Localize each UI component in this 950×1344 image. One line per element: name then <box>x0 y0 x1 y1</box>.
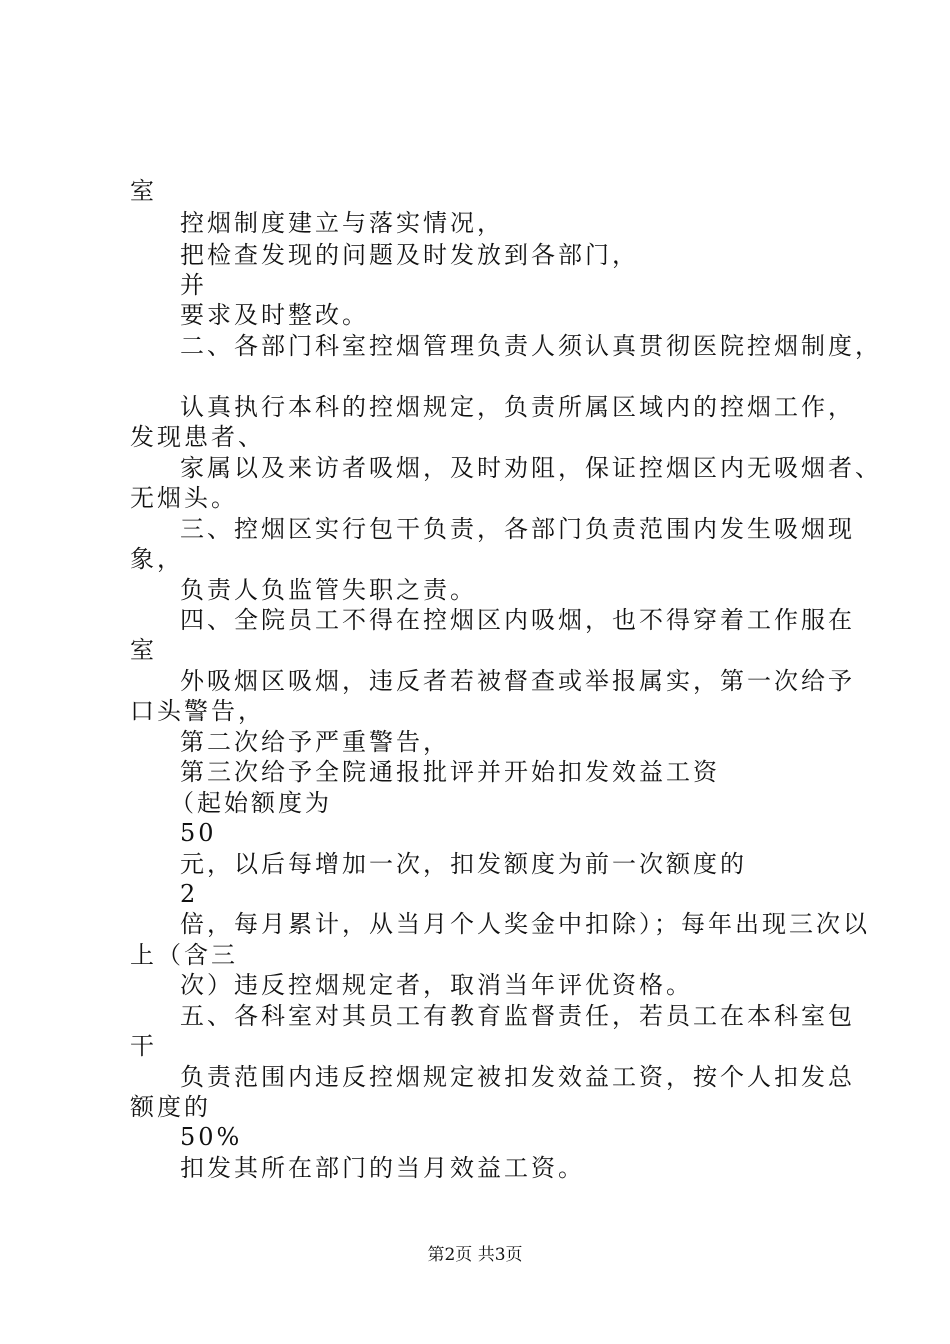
text-line: 第三次给予全院通报批评并开始扣发效益工资 <box>180 758 720 786</box>
text-line: 上（含三 <box>130 941 238 969</box>
text-line: 要求及时整改。 <box>180 301 369 329</box>
page-number: 第2页 共3页 <box>427 1245 523 1265</box>
text-line: 口头警告， <box>130 697 265 725</box>
text-line: 把检查发现的问题及时发放到各部门， <box>180 241 639 269</box>
text-line: 50 <box>180 819 217 847</box>
text-line: 二、各部门科室控烟管理负责人须认真贯彻医院控烟制度， <box>180 332 882 360</box>
text-line: （起始额度为 <box>170 789 332 817</box>
page-footer <box>0 1244 950 1266</box>
text-line: 五、各科室对其员工有教育监督责任，若员工在本科室包 <box>180 1002 855 1030</box>
text-line: 室 <box>130 636 157 664</box>
text-line: 次）违反控烟规定者，取消当年评优资格。 <box>180 971 693 999</box>
text-line: 扣发其所在部门的当月效益工资。 <box>180 1154 585 1182</box>
text-line: 负责人负监管失职之责。 <box>180 576 477 604</box>
text-line: 外吸烟区吸烟，违反者若被督查或举报属实，第一次给予 <box>180 667 855 695</box>
text-line: 控烟制度建立与落实情况， <box>180 209 504 237</box>
text-line: 第二次给予严重警告， <box>180 728 450 756</box>
text-line: 无烟头。 <box>130 484 238 512</box>
text-line: 三、控烟区实行包干负责，各部门负责范围内发生吸烟现 <box>180 515 855 543</box>
text-line: 认真执行本科的控烟规定，负责所属区域内的控烟工作， <box>180 393 855 421</box>
text-line: 2 <box>180 880 199 908</box>
text-line: 发现患者、 <box>130 423 265 451</box>
text-line: 额度的 <box>130 1093 211 1121</box>
text-line: 50% <box>180 1123 243 1151</box>
text-line: 并 <box>180 271 207 299</box>
text-line: 元，以后每增加一次，扣发额度为前一次额度的 <box>180 850 747 878</box>
text-line: 倍，每月累计，从当月个人奖金中扣除）；每年出现三次以 <box>180 910 870 938</box>
text-line: 干 <box>130 1032 157 1060</box>
text-line: 家属以及来访者吸烟，及时劝阻，保证控烟区内无吸烟者、 <box>180 454 882 482</box>
text-line: 象， <box>130 545 184 573</box>
text-line: 室 <box>130 177 157 205</box>
text-line: 四、全院员工不得在控烟区内吸烟，也不得穿着工作服在 <box>180 606 855 634</box>
text-line: 负责范围内违反控烟规定被扣发效益工资，按个人扣发总 <box>180 1063 855 1091</box>
